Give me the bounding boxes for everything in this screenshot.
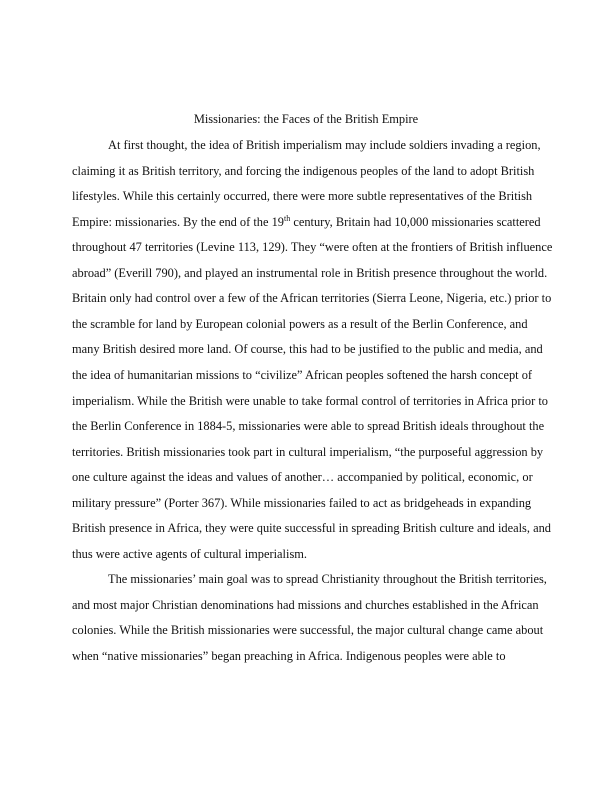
body-line: British presence in Africa, they were quite successful in spreading British culture and ideals, and [72,521,551,536]
body-line: Empire: missionaries. By the end of the 19th century, Britain had 10,000 missionaries scattered [72,213,541,229]
body-line: when “native missionaries” began preaching in Africa. Indigenous peoples were able to [72,649,506,663]
ordinal-superscript: th [283,213,291,223]
body-line: and most major Christian denominations had missions and churches established in the African [72,597,539,612]
body-line: thus were active agents of cultural imperialism. [72,546,307,561]
body-line: abroad” (Everill 790), and played an instrumental role in British presence throughout the world. [72,265,548,280]
body-line: the idea of humanitarian missions to “civilize” African peoples softened the harsh concept of [72,367,533,382]
body-line: territories. British missionaries took part in cultural imperialism, “the purposeful aggression by [72,444,544,459]
document-title: Missionaries: the Faces of the British Empire [193,112,419,126]
body-line: one culture against the ideas and values of another… accompanied by political, economic, or [72,470,533,485]
body-line: imperialism. While the British were unable to take formal control of territories in Africa prior to [72,393,548,408]
body-line: many British desired more land. Of course, this had to be justified to the public and media, and [72,342,543,357]
body-line: the Berlin Conference in 1884-5, missionaries were able to spread British ideals throughout the [72,419,545,434]
body-line: At first thought, the idea of British imperialism may include soldiers invading a region, [108,138,541,152]
body-line: colonies. While the British missionaries were successful, the major cultural change came about [72,623,544,638]
body-line: Britain only had control over a few of the African territories (Sierra Leone, Nigeria, etc.) prior to [72,291,552,306]
body-line: the scramble for land by European colonial powers as a result of the Berlin Conference, and [72,316,528,331]
body-line: military pressure” (Porter 367). While missionaries failed to act as bridgeheads in expanding [72,495,532,510]
body-line: claiming it as British territory, and forcing the indigenous peoples of the land to adopt British [72,163,535,178]
body-line: throughout 47 territories (Levine 113, 129). They “were often at the frontiers of British influence [72,240,553,255]
body-line: lifestyles. While this certainly occurred, there were more subtle representatives of the British [72,189,533,204]
body-line: The missionaries’ main goal was to spread Christianity throughout the British territories, [108,572,547,587]
